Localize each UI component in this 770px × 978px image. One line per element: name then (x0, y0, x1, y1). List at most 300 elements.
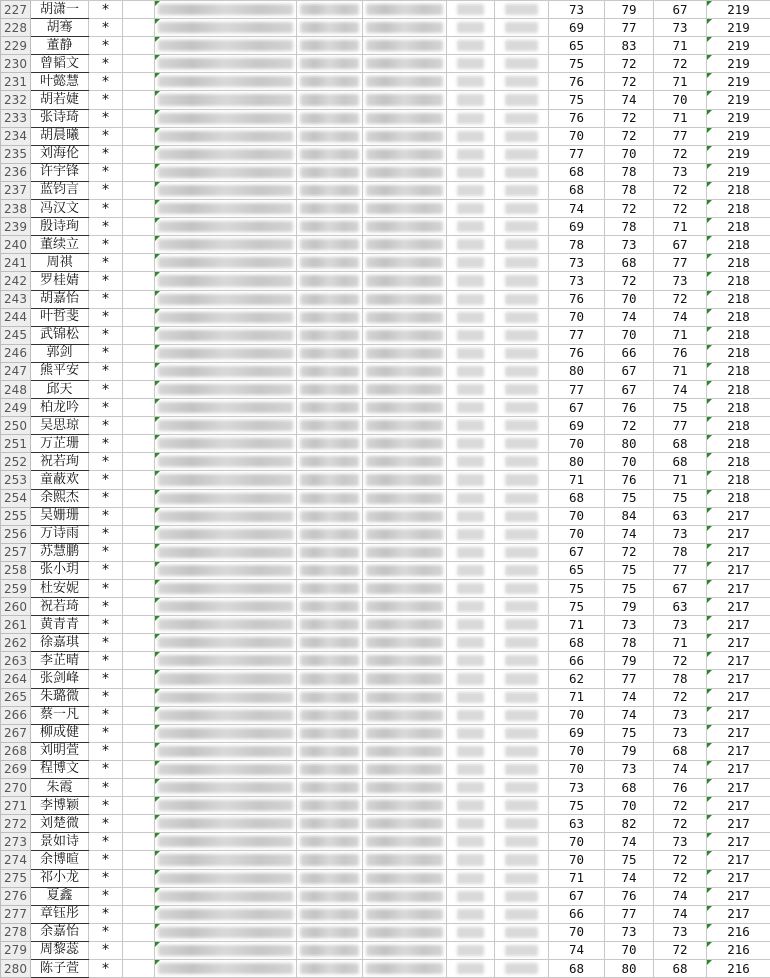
score-3-cell[interactable]: 72 (654, 290, 707, 308)
redacted-cell[interactable] (447, 670, 495, 688)
empty-cell[interactable] (123, 471, 155, 489)
redacted-cell[interactable] (447, 453, 495, 471)
total-score-cell[interactable]: 218 (707, 218, 770, 236)
redacted-cell[interactable] (447, 797, 495, 815)
marker-cell[interactable]: * (89, 145, 123, 163)
score-1-cell[interactable]: 70 (549, 760, 605, 778)
total-score-cell[interactable]: 218 (707, 181, 770, 199)
redacted-cell[interactable] (447, 724, 495, 742)
score-1-cell[interactable]: 65 (549, 561, 605, 579)
score-2-cell[interactable]: 70 (605, 797, 654, 815)
score-2-cell[interactable]: 84 (605, 507, 654, 525)
marker-cell[interactable]: * (89, 344, 123, 362)
marker-cell[interactable]: * (89, 833, 123, 851)
score-1-cell[interactable]: 73 (549, 1, 605, 19)
score-3-cell[interactable]: 72 (654, 815, 707, 833)
redacted-code-cell[interactable] (297, 55, 363, 73)
name-cell[interactable]: 柳成健 (31, 724, 89, 742)
redacted-code-cell[interactable] (297, 670, 363, 688)
redacted-code-cell[interactable] (297, 290, 363, 308)
empty-cell[interactable] (123, 127, 155, 145)
row-number-cell[interactable]: 239 (1, 218, 31, 236)
name-cell[interactable]: 胡若婕 (31, 91, 89, 109)
row-number-cell[interactable]: 236 (1, 163, 31, 181)
row-number-cell[interactable]: 275 (1, 869, 31, 887)
redacted-code-cell[interactable] (363, 145, 447, 163)
redacted-code-cell[interactable] (363, 236, 447, 254)
table-row[interactable] (1, 109, 770, 127)
score-2-cell[interactable]: 72 (605, 127, 654, 145)
row-number-cell[interactable]: 248 (1, 380, 31, 398)
redacted-code-cell[interactable] (297, 380, 363, 398)
name-cell[interactable]: 程博文 (31, 760, 89, 778)
row-number-cell[interactable]: 274 (1, 851, 31, 869)
score-2-cell[interactable]: 74 (605, 833, 654, 851)
redacted-cell[interactable] (447, 109, 495, 127)
row-number-cell[interactable]: 278 (1, 923, 31, 941)
redacted-cell[interactable] (447, 19, 495, 37)
redacted-id-cell[interactable] (155, 905, 297, 923)
redacted-id-cell[interactable] (155, 326, 297, 344)
redacted-code-cell[interactable] (363, 399, 447, 417)
score-1-cell[interactable]: 76 (549, 109, 605, 127)
redacted-cell[interactable] (495, 760, 549, 778)
redacted-id-cell[interactable] (155, 272, 297, 290)
score-1-cell[interactable]: 68 (549, 489, 605, 507)
redacted-code-cell[interactable] (363, 200, 447, 218)
marker-cell[interactable]: * (89, 724, 123, 742)
score-1-cell[interactable]: 69 (549, 417, 605, 435)
row-number-cell[interactable]: 260 (1, 598, 31, 616)
empty-cell[interactable] (123, 634, 155, 652)
score-3-cell[interactable]: 72 (654, 688, 707, 706)
row-number-cell[interactable]: 263 (1, 652, 31, 670)
total-score-cell[interactable]: 217 (707, 833, 770, 851)
score-3-cell[interactable]: 73 (654, 923, 707, 941)
marker-cell[interactable]: * (89, 399, 123, 417)
redacted-cell[interactable] (495, 652, 549, 670)
total-score-cell[interactable]: 216 (707, 959, 770, 977)
table-row[interactable] (1, 923, 770, 941)
redacted-cell[interactable] (447, 127, 495, 145)
score-3-cell[interactable]: 75 (654, 489, 707, 507)
marker-cell[interactable]: * (89, 706, 123, 724)
table-row[interactable] (1, 652, 770, 670)
table-row[interactable] (1, 308, 770, 326)
name-cell[interactable]: 朱霞 (31, 779, 89, 797)
score-3-cell[interactable]: 63 (654, 598, 707, 616)
score-3-cell[interactable]: 73 (654, 706, 707, 724)
total-score-cell[interactable]: 216 (707, 923, 770, 941)
table-row[interactable] (1, 959, 770, 977)
redacted-cell[interactable] (447, 471, 495, 489)
redacted-cell[interactable] (447, 815, 495, 833)
score-3-cell[interactable]: 73 (654, 525, 707, 543)
redacted-cell[interactable] (495, 598, 549, 616)
total-score-cell[interactable]: 217 (707, 670, 770, 688)
marker-cell[interactable]: * (89, 91, 123, 109)
empty-cell[interactable] (123, 869, 155, 887)
total-score-cell[interactable]: 218 (707, 326, 770, 344)
table-row[interactable] (1, 525, 770, 543)
redacted-cell[interactable] (495, 326, 549, 344)
name-cell[interactable]: 郭剑 (31, 344, 89, 362)
empty-cell[interactable] (123, 797, 155, 815)
score-3-cell[interactable]: 71 (654, 471, 707, 489)
marker-cell[interactable]: * (89, 326, 123, 344)
total-score-cell[interactable]: 217 (707, 634, 770, 652)
marker-cell[interactable]: * (89, 163, 123, 181)
empty-cell[interactable] (123, 181, 155, 199)
redacted-code-cell[interactable] (363, 344, 447, 362)
name-cell[interactable]: 余熙杰 (31, 489, 89, 507)
redacted-id-cell[interactable] (155, 73, 297, 91)
redacted-cell[interactable] (447, 380, 495, 398)
score-1-cell[interactable]: 70 (549, 308, 605, 326)
name-cell[interactable]: 李博颖 (31, 797, 89, 815)
redacted-code-cell[interactable] (297, 37, 363, 55)
redacted-cell[interactable] (495, 471, 549, 489)
redacted-code-cell[interactable] (297, 941, 363, 959)
redacted-code-cell[interactable] (297, 200, 363, 218)
marker-cell[interactable]: * (89, 580, 123, 598)
redacted-cell[interactable] (495, 869, 549, 887)
empty-cell[interactable] (123, 580, 155, 598)
total-score-cell[interactable]: 218 (707, 290, 770, 308)
redacted-cell[interactable] (495, 833, 549, 851)
table-row[interactable] (1, 742, 770, 760)
score-3-cell[interactable]: 72 (654, 652, 707, 670)
empty-cell[interactable] (123, 362, 155, 380)
empty-cell[interactable] (123, 254, 155, 272)
total-score-cell[interactable]: 217 (707, 688, 770, 706)
redacted-code-cell[interactable] (363, 453, 447, 471)
total-score-cell[interactable]: 218 (707, 435, 770, 453)
marker-cell[interactable]: * (89, 362, 123, 380)
score-3-cell[interactable]: 71 (654, 218, 707, 236)
total-score-cell[interactable]: 218 (707, 399, 770, 417)
redacted-id-cell[interactable] (155, 218, 297, 236)
redacted-cell[interactable] (495, 254, 549, 272)
score-1-cell[interactable]: 75 (549, 598, 605, 616)
row-number-cell[interactable]: 227 (1, 1, 31, 19)
score-3-cell[interactable]: 67 (654, 1, 707, 19)
redacted-code-cell[interactable] (297, 218, 363, 236)
score-3-cell[interactable]: 72 (654, 181, 707, 199)
table-row[interactable] (1, 163, 770, 181)
total-score-cell[interactable]: 216 (707, 941, 770, 959)
redacted-cell[interactable] (495, 181, 549, 199)
empty-cell[interactable] (123, 380, 155, 398)
redacted-code-cell[interactable] (297, 507, 363, 525)
name-cell[interactable]: 朱璐微 (31, 688, 89, 706)
redacted-cell[interactable] (447, 779, 495, 797)
redacted-code-cell[interactable] (297, 706, 363, 724)
score-1-cell[interactable]: 62 (549, 670, 605, 688)
redacted-cell[interactable] (447, 1, 495, 19)
score-2-cell[interactable]: 72 (605, 200, 654, 218)
score-3-cell[interactable]: 67 (654, 236, 707, 254)
score-3-cell[interactable]: 73 (654, 163, 707, 181)
redacted-cell[interactable] (447, 706, 495, 724)
score-1-cell[interactable]: 71 (549, 616, 605, 634)
row-number-cell[interactable]: 279 (1, 941, 31, 959)
total-score-cell[interactable]: 218 (707, 254, 770, 272)
redacted-cell[interactable] (447, 91, 495, 109)
redacted-cell[interactable] (495, 19, 549, 37)
total-score-cell[interactable]: 218 (707, 272, 770, 290)
redacted-code-cell[interactable] (297, 887, 363, 905)
redacted-code-cell[interactable] (297, 724, 363, 742)
redacted-code-cell[interactable] (297, 163, 363, 181)
redacted-cell[interactable] (495, 779, 549, 797)
row-number-cell[interactable]: 257 (1, 543, 31, 561)
score-3-cell[interactable]: 73 (654, 272, 707, 290)
redacted-code-cell[interactable] (297, 634, 363, 652)
redacted-id-cell[interactable] (155, 598, 297, 616)
redacted-code-cell[interactable] (297, 417, 363, 435)
total-score-cell[interactable]: 217 (707, 742, 770, 760)
empty-cell[interactable] (123, 236, 155, 254)
redacted-cell[interactable] (495, 37, 549, 55)
redacted-cell[interactable] (495, 435, 549, 453)
score-3-cell[interactable]: 67 (654, 580, 707, 598)
score-3-cell[interactable]: 72 (654, 869, 707, 887)
table-row[interactable] (1, 145, 770, 163)
redacted-code-cell[interactable] (363, 869, 447, 887)
marker-cell[interactable]: * (89, 525, 123, 543)
total-score-cell[interactable]: 217 (707, 706, 770, 724)
total-score-cell[interactable]: 218 (707, 471, 770, 489)
row-number-cell[interactable]: 266 (1, 706, 31, 724)
marker-cell[interactable]: * (89, 779, 123, 797)
name-cell[interactable]: 万诗雨 (31, 525, 89, 543)
total-score-cell[interactable]: 219 (707, 145, 770, 163)
redacted-code-cell[interactable] (363, 73, 447, 91)
score-2-cell[interactable]: 75 (605, 561, 654, 579)
redacted-cell[interactable] (495, 489, 549, 507)
redacted-code-cell[interactable] (363, 109, 447, 127)
table-row[interactable] (1, 833, 770, 851)
redacted-id-cell[interactable] (155, 417, 297, 435)
score-2-cell[interactable]: 80 (605, 959, 654, 977)
score-3-cell[interactable]: 74 (654, 887, 707, 905)
redacted-cell[interactable] (447, 163, 495, 181)
redacted-cell[interactable] (495, 887, 549, 905)
redacted-id-cell[interactable] (155, 887, 297, 905)
score-2-cell[interactable]: 75 (605, 580, 654, 598)
table-row[interactable] (1, 200, 770, 218)
name-cell[interactable]: 黄青青 (31, 616, 89, 634)
row-number-cell[interactable]: 237 (1, 181, 31, 199)
redacted-code-cell[interactable] (297, 435, 363, 453)
name-cell[interactable]: 许宇锋 (31, 163, 89, 181)
redacted-code-cell[interactable] (297, 453, 363, 471)
redacted-code-cell[interactable] (363, 887, 447, 905)
redacted-id-cell[interactable] (155, 254, 297, 272)
marker-cell[interactable]: * (89, 797, 123, 815)
name-cell[interactable]: 童蔽欢 (31, 471, 89, 489)
redacted-code-cell[interactable] (363, 688, 447, 706)
name-cell[interactable]: 刘海伦 (31, 145, 89, 163)
redacted-cell[interactable] (495, 163, 549, 181)
marker-cell[interactable]: * (89, 688, 123, 706)
empty-cell[interactable] (123, 507, 155, 525)
redacted-code-cell[interactable] (297, 91, 363, 109)
score-1-cell[interactable]: 70 (549, 507, 605, 525)
redacted-cell[interactable] (495, 272, 549, 290)
table-row[interactable] (1, 127, 770, 145)
redacted-code-cell[interactable] (297, 923, 363, 941)
redacted-code-cell[interactable] (297, 543, 363, 561)
redacted-cell[interactable] (495, 344, 549, 362)
table-row[interactable] (1, 797, 770, 815)
total-score-cell[interactable]: 217 (707, 797, 770, 815)
name-cell[interactable]: 苏慧鹏 (31, 543, 89, 561)
redacted-code-cell[interactable] (363, 616, 447, 634)
redacted-cell[interactable] (447, 507, 495, 525)
score-3-cell[interactable]: 71 (654, 73, 707, 91)
score-1-cell[interactable]: 70 (549, 833, 605, 851)
redacted-cell[interactable] (447, 869, 495, 887)
score-2-cell[interactable]: 80 (605, 435, 654, 453)
score-2-cell[interactable]: 77 (605, 19, 654, 37)
redacted-id-cell[interactable] (155, 580, 297, 598)
redacted-cell[interactable] (447, 272, 495, 290)
name-cell[interactable]: 祝若珣 (31, 453, 89, 471)
redacted-code-cell[interactable] (363, 55, 447, 73)
score-2-cell[interactable]: 67 (605, 380, 654, 398)
score-1-cell[interactable]: 80 (549, 362, 605, 380)
name-cell[interactable]: 周黎蕊 (31, 941, 89, 959)
redacted-code-cell[interactable] (297, 797, 363, 815)
row-number-cell[interactable]: 253 (1, 471, 31, 489)
redacted-code-cell[interactable] (297, 236, 363, 254)
score-1-cell[interactable]: 78 (549, 236, 605, 254)
empty-cell[interactable] (123, 435, 155, 453)
redacted-code-cell[interactable] (363, 634, 447, 652)
name-cell[interactable]: 蔡一凡 (31, 706, 89, 724)
score-1-cell[interactable]: 71 (549, 471, 605, 489)
redacted-id-cell[interactable] (155, 55, 297, 73)
empty-cell[interactable] (123, 417, 155, 435)
score-3-cell[interactable]: 71 (654, 37, 707, 55)
marker-cell[interactable]: * (89, 127, 123, 145)
empty-cell[interactable] (123, 163, 155, 181)
redacted-cell[interactable] (495, 706, 549, 724)
marker-cell[interactable]: * (89, 959, 123, 977)
redacted-cell[interactable] (495, 362, 549, 380)
row-number-cell[interactable]: 277 (1, 905, 31, 923)
marker-cell[interactable]: * (89, 181, 123, 199)
redacted-cell[interactable] (495, 145, 549, 163)
redacted-cell[interactable] (495, 561, 549, 579)
score-2-cell[interactable]: 78 (605, 218, 654, 236)
total-score-cell[interactable]: 218 (707, 344, 770, 362)
redacted-code-cell[interactable] (297, 272, 363, 290)
empty-cell[interactable] (123, 218, 155, 236)
empty-cell[interactable] (123, 561, 155, 579)
redacted-code-cell[interactable] (363, 507, 447, 525)
score-1-cell[interactable]: 73 (549, 272, 605, 290)
row-number-cell[interactable]: 262 (1, 634, 31, 652)
name-cell[interactable]: 吴姗珊 (31, 507, 89, 525)
score-3-cell[interactable]: 77 (654, 127, 707, 145)
score-3-cell[interactable]: 72 (654, 55, 707, 73)
marker-cell[interactable]: * (89, 236, 123, 254)
marker-cell[interactable]: * (89, 507, 123, 525)
score-1-cell[interactable]: 70 (549, 706, 605, 724)
redacted-code-cell[interactable] (363, 19, 447, 37)
redacted-code-cell[interactable] (363, 905, 447, 923)
table-row[interactable] (1, 344, 770, 362)
score-3-cell[interactable]: 71 (654, 634, 707, 652)
redacted-cell[interactable] (495, 742, 549, 760)
redacted-cell[interactable] (447, 580, 495, 598)
redacted-id-cell[interactable] (155, 453, 297, 471)
row-number-cell[interactable]: 265 (1, 688, 31, 706)
redacted-cell[interactable] (495, 200, 549, 218)
redacted-code-cell[interactable] (363, 1, 447, 19)
redacted-code-cell[interactable] (363, 851, 447, 869)
marker-cell[interactable]: * (89, 453, 123, 471)
redacted-cell[interactable] (447, 833, 495, 851)
redacted-code-cell[interactable] (363, 779, 447, 797)
redacted-cell[interactable] (495, 815, 549, 833)
table-row[interactable] (1, 272, 770, 290)
score-2-cell[interactable]: 79 (605, 1, 654, 19)
row-number-cell[interactable]: 259 (1, 580, 31, 598)
redacted-cell[interactable] (495, 688, 549, 706)
redacted-id-cell[interactable] (155, 181, 297, 199)
redacted-cell[interactable] (447, 941, 495, 959)
total-score-cell[interactable]: 217 (707, 760, 770, 778)
empty-cell[interactable] (123, 742, 155, 760)
redacted-id-cell[interactable] (155, 688, 297, 706)
marker-cell[interactable]: * (89, 200, 123, 218)
marker-cell[interactable]: * (89, 543, 123, 561)
score-3-cell[interactable]: 68 (654, 435, 707, 453)
redacted-id-cell[interactable] (155, 489, 297, 507)
total-score-cell[interactable]: 217 (707, 887, 770, 905)
redacted-cell[interactable] (495, 55, 549, 73)
score-1-cell[interactable]: 76 (549, 290, 605, 308)
total-score-cell[interactable]: 217 (707, 561, 770, 579)
table-row[interactable] (1, 616, 770, 634)
redacted-cell[interactable] (447, 598, 495, 616)
empty-cell[interactable] (123, 887, 155, 905)
marker-cell[interactable]: * (89, 308, 123, 326)
redacted-code-cell[interactable] (297, 598, 363, 616)
score-2-cell[interactable]: 68 (605, 254, 654, 272)
redacted-code-cell[interactable] (363, 127, 447, 145)
table-row[interactable] (1, 236, 770, 254)
total-score-cell[interactable]: 219 (707, 55, 770, 73)
empty-cell[interactable] (123, 399, 155, 417)
score-3-cell[interactable]: 71 (654, 109, 707, 127)
total-score-cell[interactable]: 218 (707, 308, 770, 326)
redacted-id-cell[interactable] (155, 706, 297, 724)
name-cell[interactable]: 李芷晴 (31, 652, 89, 670)
redacted-id-cell[interactable] (155, 91, 297, 109)
row-number-cell[interactable]: 268 (1, 742, 31, 760)
redacted-cell[interactable] (495, 507, 549, 525)
redacted-cell[interactable] (495, 453, 549, 471)
redacted-cell[interactable] (495, 417, 549, 435)
name-cell[interactable]: 祝若琦 (31, 598, 89, 616)
score-3-cell[interactable]: 78 (654, 670, 707, 688)
score-1-cell[interactable]: 74 (549, 200, 605, 218)
